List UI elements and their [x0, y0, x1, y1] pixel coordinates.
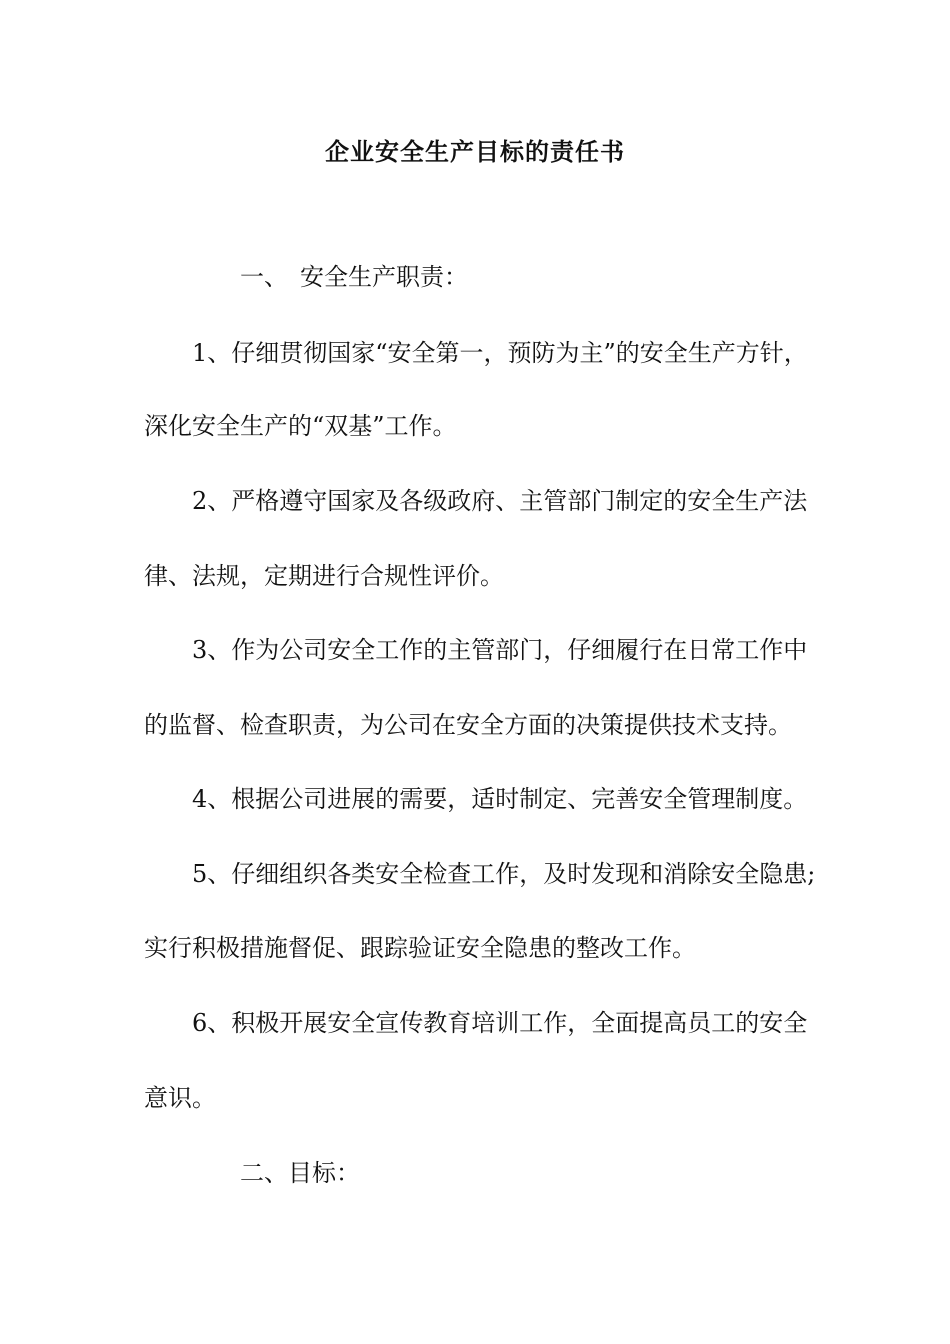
section-1-number: 一、	[240, 263, 288, 291]
item-6-line-1: 6、积极开展安全宣传教育培训工作，全面提高员工的安全	[192, 1009, 808, 1037]
item-5-line-1: 5、仔细组织各类安全检查工作，及时发现和消除安全隐患;	[192, 860, 816, 888]
section-2-heading: 二、目标：	[240, 1159, 360, 1187]
item-6-line-2: 意识。	[144, 1084, 216, 1112]
item-3-line-2: 的监督、检查职责，为公司在安全方面的决策提供技术支持。	[144, 711, 792, 739]
section-1-heading: 安全生产职责：	[300, 263, 468, 291]
item-5-line-2: 实行积极措施督促、跟踪验证安全隐患的整改工作。	[144, 934, 696, 962]
item-1-line-2: 深化安全生产的“双基”工作。	[144, 412, 457, 440]
item-1-line-1: 1、仔细贯彻国家“安全第一，预防为主”的安全生产方针，	[192, 339, 808, 367]
document-title: 企业安全生产目标的责任书	[325, 138, 625, 166]
item-4-line-1: 4、根据公司进展的需要，适时制定、完善安全管理制度。	[192, 785, 808, 813]
item-2-line-2: 律、法规，定期进行合规性评价。	[144, 562, 504, 590]
item-2-line-1: 2、严格遵守国家及各级政府、主管部门制定的安全生产法	[192, 487, 808, 515]
item-3-line-1: 3、作为公司安全工作的主管部门，仔细履行在日常工作中	[192, 636, 808, 664]
